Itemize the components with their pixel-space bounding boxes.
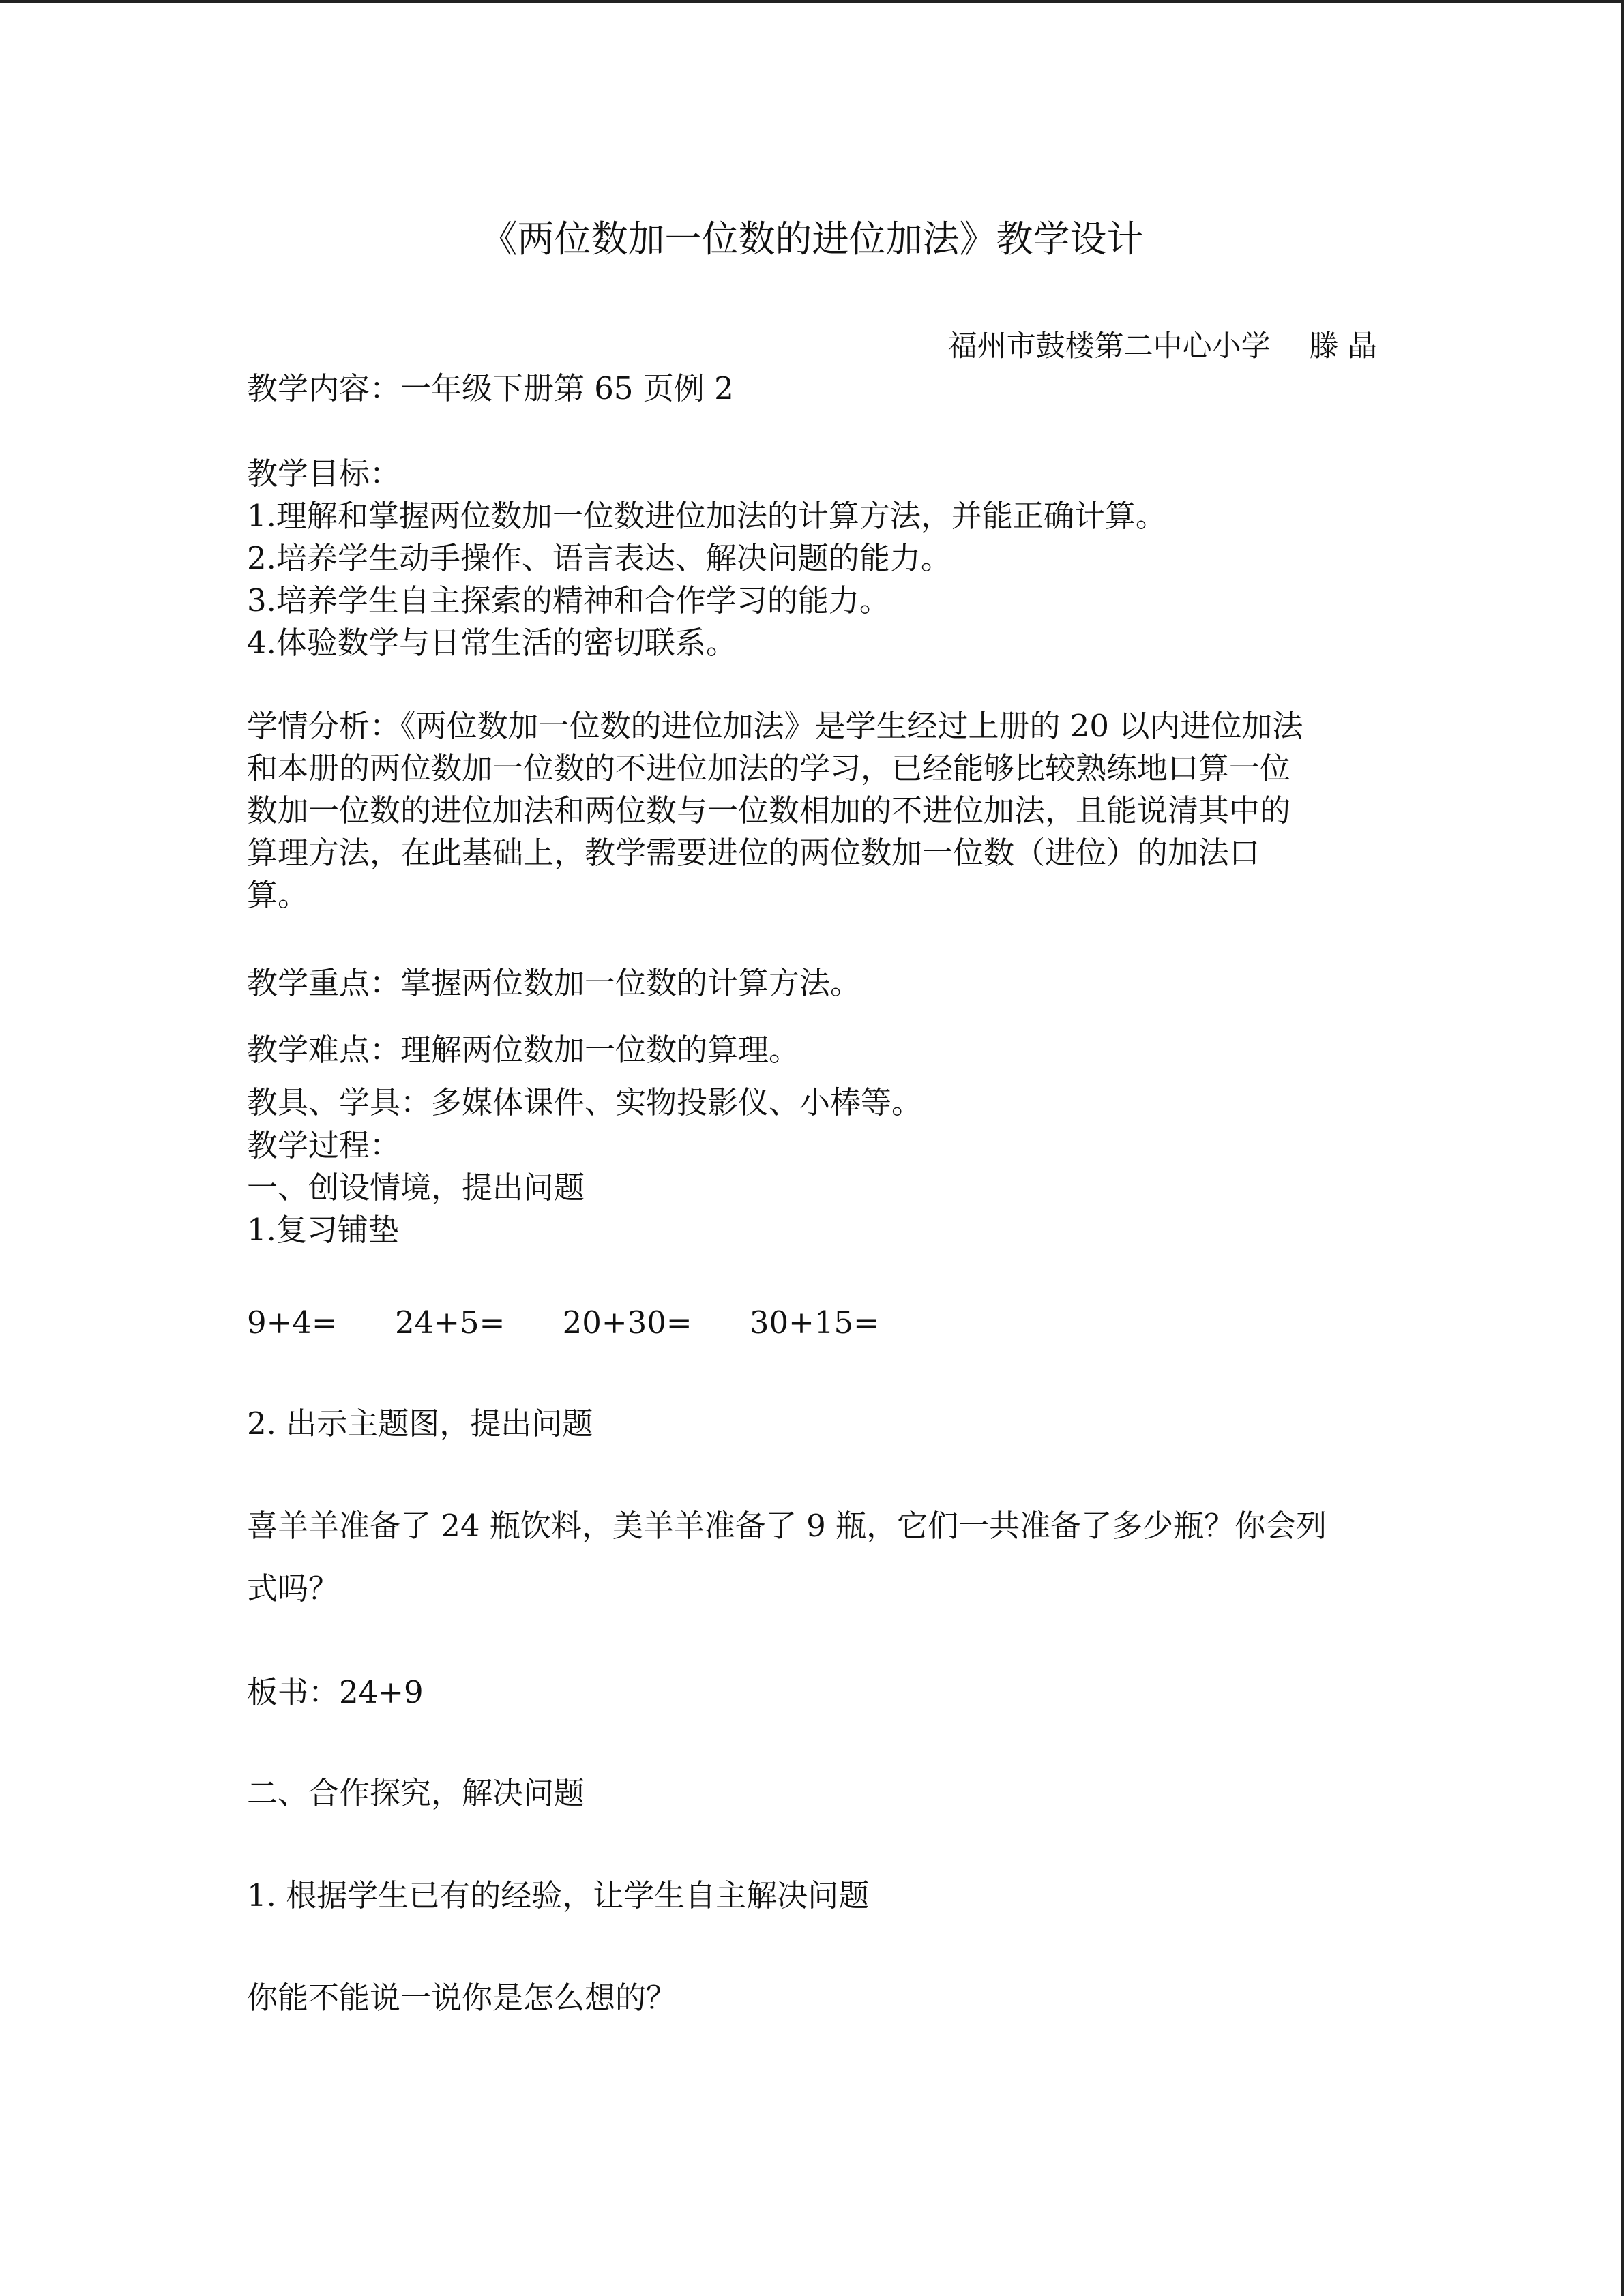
analysis-line: 学情分析：《两位数加一位数的进位加法》是学生经过上册的 20 以内进位加法 (247, 708, 1303, 744)
step1-review: 1.复习铺垫 (247, 1212, 399, 1248)
process-heading: 教学过程： (247, 1127, 401, 1163)
board-text: 板书：24+9 (247, 1674, 424, 1710)
analysis-line: 算理方法，在此基础上，教学需要进位的两位数加一位数（进位）的加法口 (247, 835, 1260, 871)
step2-1: 1. 根据学生已有的经验，让学生自主解决问题 (247, 1877, 870, 1913)
author-line: 福州市鼓楼第二中心小学 滕 晶 (947, 329, 1377, 363)
step1-theme: 2. 出示主题图，提出问题 (247, 1405, 593, 1442)
goal-item: 1.理解和掌握两位数加一位数进位加法的计算方法，并能正确计算。 (247, 498, 1166, 534)
expression-row (247, 1302, 927, 1343)
expression: 9+4= (247, 1304, 338, 1341)
expression: 30+15= (749, 1304, 879, 1341)
goal-item: 4.体验数学与日常生活的密切联系。 (247, 625, 737, 661)
question-line: 式吗？ (247, 1570, 340, 1607)
analysis-line: 数加一位数的进位加法和两位数与一位数相加的不进位加法，且能说清其中的 (247, 792, 1291, 829)
prompt-question: 你能不能说一说你是怎么想的？ (247, 1980, 677, 2016)
document-title: 《两位数加一位数的进位加法》教学设计 (480, 218, 1144, 260)
question-line: 喜羊羊准备了 24 瓶饮料，美羊羊准备了 9 瓶，它们一共准备了多少瓶？你会列 (247, 1508, 1327, 1544)
expression: 24+5= (394, 1304, 505, 1341)
page-border-right (1621, 0, 1624, 2296)
content-line: 教学内容：一年级下册第 65 页例 2 (247, 370, 734, 406)
analysis-paragraph (247, 705, 1379, 916)
section1-heading: 一、创设情境，提出问题 (247, 1169, 585, 1206)
difficulty: 教学难点：理解两位数加一位数的算理。 (247, 1032, 800, 1068)
goals-heading: 教学目标： (247, 456, 401, 492)
expression: 20+30= (562, 1304, 692, 1341)
analysis-line: 和本册的两位数加一位数的不进位加法的学习，已经能够比较熟练地口算一位 (247, 750, 1291, 786)
page-border-top (0, 0, 1624, 3)
section2-heading: 二、合作探究，解决问题 (247, 1775, 585, 1811)
tools: 教具、学具：多媒体课件、实物投影仪、小棒等。 (247, 1084, 923, 1120)
goal-item: 3.培养学生自主探索的精神和合作学习的能力。 (247, 582, 890, 618)
key-point: 教学重点：掌握两位数加一位数的计算方法。 (247, 965, 861, 1001)
analysis-line: 算。 (247, 877, 309, 913)
goal-item: 2.培养学生动手操作、语言表达、解决问题的能力。 (247, 540, 951, 576)
